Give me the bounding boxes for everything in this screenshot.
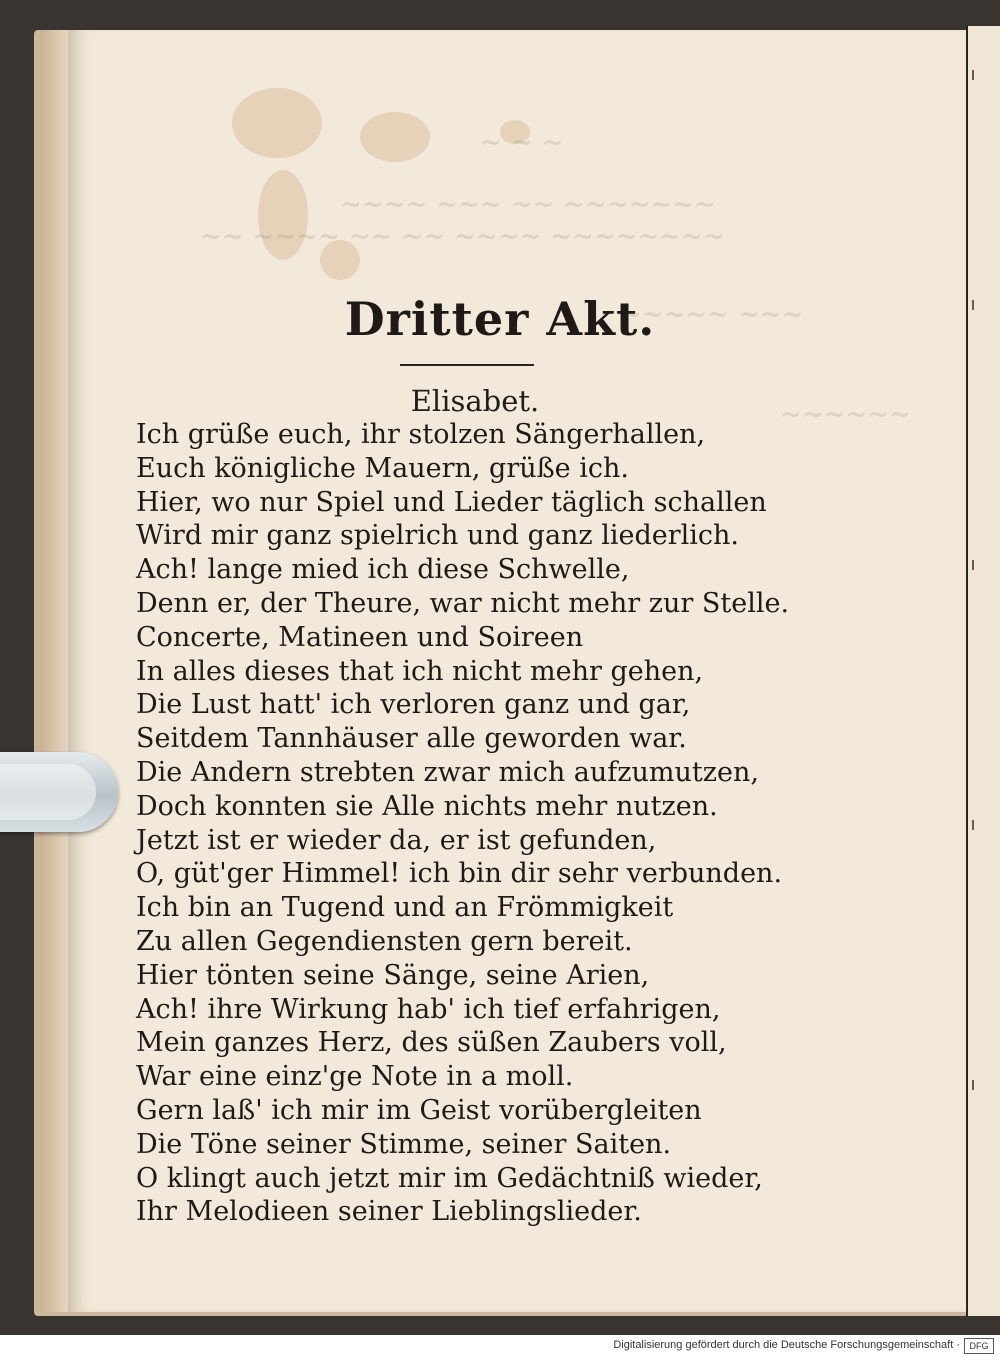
page-clip-highlight — [0, 764, 96, 820]
verse-line: In alles dieses that ich nicht mehr gehen, — [136, 655, 704, 687]
verse-lines — [136, 418, 956, 1229]
binding-stitch — [972, 560, 974, 570]
verse-line: O klingt auch jetzt mir im Gedächtniß wieder, — [136, 1162, 763, 1194]
verse-line: Gern laß' ich mir im Geist vorübergleiten — [136, 1094, 702, 1126]
verse-line: Die Lust hatt' ich verloren ganz und gar, — [136, 689, 691, 721]
verse-line: Hier tönten seine Sänge, seine Arien, — [136, 959, 650, 991]
verse-line: Euch königliche Mauern, grüße ich. — [136, 452, 629, 484]
verse-line: Die Andern strebten zwar mich aufzumutzen, — [136, 756, 759, 788]
foxing-stain — [232, 88, 322, 158]
facing-page-edge — [966, 26, 1000, 1316]
verse-line: Ach! ihre Wirkung hab' ich tief erfahrigen, — [136, 993, 721, 1025]
binding-stitch — [972, 1080, 974, 1090]
show-through-text: ~~~~~ ~~~ — [620, 300, 804, 330]
verse-line: Concerte, Matineen und Soireen — [136, 621, 584, 653]
show-through-text: ~~~~ ~~~ ~~ ~~~~~~~ — [340, 190, 716, 220]
show-through-text: ~ ~ ~ — [480, 128, 564, 158]
page-title: Dritter Akt. — [344, 292, 656, 346]
verse-line: Doch konnten sie Alle nichts mehr nutzen. — [136, 790, 718, 822]
foxing-stain — [360, 112, 430, 162]
verse-line: Wird mir ganz spielrich und ganz liederlich. — [136, 520, 740, 552]
verse-line: War eine einz'ge Note in a moll. — [136, 1061, 574, 1093]
speaker-name: Elisabet. — [410, 384, 540, 418]
verse-line: Die Töne seiner Stimme, seiner Saiten. — [136, 1128, 672, 1160]
verse-line: Jetzt ist er wieder da, er ist gefunden, — [136, 824, 657, 856]
verse-line: Mein ganzes Herz, des süßen Zaubers voll, — [136, 1027, 727, 1059]
verse-line: Denn er, der Theure, war nicht mehr zur Stelle. — [136, 587, 790, 619]
verse-line: Seitdem Tannhäuser alle geworden war. — [136, 723, 687, 755]
verse-line: Ich grüße euch, ihr stolzen Sängerhallen, — [136, 419, 706, 450]
binding-stitch — [972, 820, 974, 830]
verse-line: Hier, wo nur Spiel und Lieder täglich schallen — [136, 486, 767, 518]
funding-credit: Digitalisierung gefördert durch die Deutsche Forschungsgemeinschaft · — [613, 1339, 960, 1351]
title-divider — [400, 364, 534, 366]
verse-line: Ich bin an Tugend und an Frömmigkeit — [136, 892, 674, 924]
show-through-text: ~~~~~~ — [780, 400, 911, 430]
show-through-text: ~~ ~~~~ ~~ ~~ ~~~~ ~~~~~~~~ — [200, 222, 725, 252]
verse-line: Ihr Melodieen seiner Lieblingslieder. — [136, 1196, 642, 1228]
binding-stitch — [972, 70, 974, 80]
verse-line: Ach! lange mied ich diese Schwelle, — [136, 554, 630, 586]
page-gutter — [40, 30, 68, 1312]
verse-line: O, güt'ger Himmel! ich bin dir sehr verbunden. — [136, 858, 783, 890]
verse-line: Zu allen Gegendiensten gern bereit. — [136, 925, 633, 957]
dfg-logo: DFG — [964, 1338, 994, 1354]
